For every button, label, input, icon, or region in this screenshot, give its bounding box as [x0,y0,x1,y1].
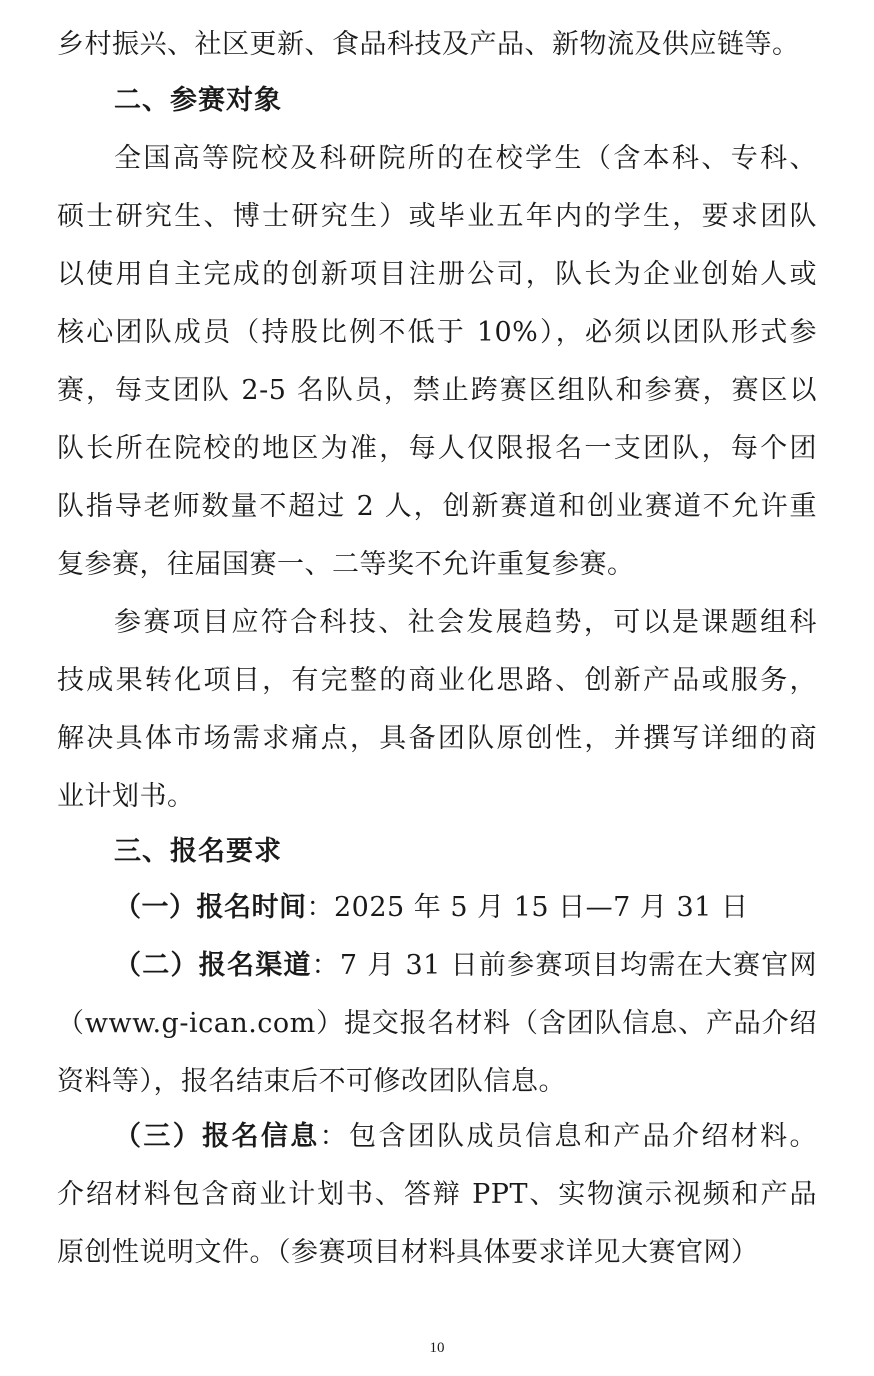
requirement-label: （三）报名信息 [114,1121,320,1152]
body-text-line: 复参赛，往届国赛一、二等奖不允许重复参赛。 [57,549,635,580]
body-text-line: 资料等），报名结束后不可修改团队信息。 [57,1066,566,1097]
requirement-item [114,1119,817,1155]
body-text-line: 队长所在院校的地区为准，每人仅限报名一支团队，每个团 [57,433,817,464]
requirement-label: （二）报名渠道 [114,950,312,981]
body-text-line: 全国高等院校及科研院所的在校学生（含本科、专科、 [114,143,817,174]
requirement-text: ：包含团队成员信息和产品介绍材料。 [319,1121,818,1152]
requirement-label: （一）报名时间 [114,892,307,923]
requirement-item [114,948,817,984]
body-text-line: 硕士研究生、博士研究生）或毕业五年内的学生，要求团队 [57,201,817,232]
body-text-line: 赛，每支团队 2-5 名队员，禁止跨赛区组队和参赛，赛区以 [57,375,817,406]
body-text-line: 技成果转化项目，有完整的商业化思路、创新产品或服务， [57,665,817,696]
body-text-line: 解决具体市场需求痛点，具备团队原创性，并撰写详细的商 [57,723,817,754]
body-text-line: 以使用自主完成的创新项目注册公司，队长为企业创始人或 [57,259,817,290]
body-text-line: 参赛项目应符合科技、社会发展趋势，可以是课题组科 [114,607,817,638]
section-heading: 三、报名要求 [114,836,282,867]
requirement-item [114,890,817,926]
requirement-text: ：2025 年 5 月 15 日—7 月 31 日 [306,892,749,923]
body-text-line: 介绍材料包含商业计划书、答辩 PPT、实物演示视频和产品 [57,1179,817,1210]
body-text-line: 原创性说明文件。（参赛项目材料具体要求详见大赛官网） [57,1237,759,1268]
section-heading: 二、参赛对象 [114,85,282,116]
body-text-line: 业计划书。 [57,781,195,812]
body-text-line: 核心团队成员（持股比例不低于 10%），必须以团队形式参 [57,317,817,348]
body-text-line: 队指导老师数量不超过 2 人，创新赛道和创业赛道不允许重 [57,491,817,522]
requirement-text: ：7 月 31 日前参赛项目均需在大赛官网 [311,950,817,981]
page-number: 10 [429,1340,445,1356]
body-text-line: 乡村振兴、社区更新、食品科技及产品、新物流及供应链等。 [57,29,800,60]
body-text-line: （www.g-ican.com）提交报名材料（含团队信息、产品介绍 [57,1008,817,1039]
